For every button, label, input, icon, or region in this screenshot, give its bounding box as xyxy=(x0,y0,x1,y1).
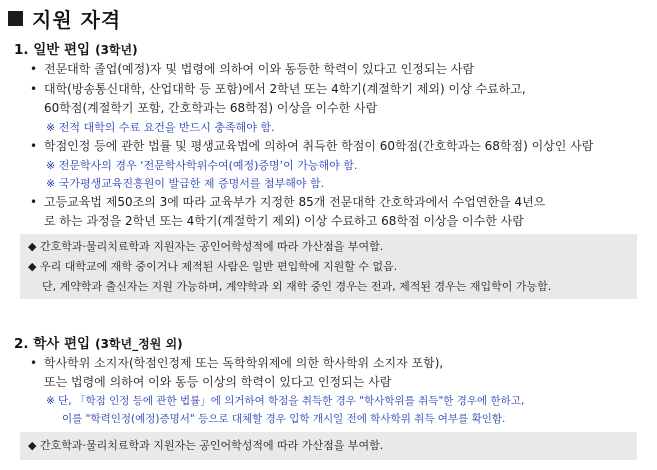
s2-bullet1-note1: ※ 단, 「학점 인정 등에 관한 법률」에 의거하여 학점을 취득한 경우 "학사학위를 취득"한 경우에 한하고, xyxy=(46,395,525,407)
s1-bullet3-note1: ※ 전문학사의 경우 ‘전문학사학위수여(예정)증명’이 가능해야 함. xyxy=(46,159,358,172)
s1-bullet4-line1: 고등교육법 제50조의 3에 따라 교육부가 지정한 85개 전문대학 간호학과에서 수업연한을 4년으 xyxy=(44,195,546,209)
section1-title xyxy=(14,38,138,58)
s2-box-line1: ◆ 간호학과·물리치료학과 지원자는 공인어학성적에 따라 가산점을 부여함. xyxy=(28,439,384,452)
section2-title xyxy=(14,332,183,352)
section1-title-paren: (3학년) xyxy=(95,43,138,57)
s1-bullet2-note1: ※ 전적 대학의 수료 요건을 반드시 충족해야 함. xyxy=(46,121,275,134)
s1-box-line3: 단, 계약학과 출신자는 지원 가능하며, 계약학과 외 재학 중인 경우는 전과, 제적된 경우는 재입학이 가능함. xyxy=(42,280,552,293)
s1-box-line2: ◆ 우리 대학교에 재학 중이거나 제적된 사람은 일반 편입학에 지원할 수 없음. xyxy=(28,260,398,273)
s2-bullet1-line1: 학사학위 소지자(학점인정제 또는 독학학위제에 의한 학사학위 소지자 포함), xyxy=(44,356,444,370)
s1-bullet2-line1: 대학(방송통신대학, 산업대학 등 포함)에서 2학년 또는 4학기(계절학기 제외) 이상 수료하고, xyxy=(44,82,526,96)
bullet-dot-icon: • xyxy=(30,195,38,209)
section2-note-box xyxy=(20,432,637,460)
s1-bullet3-note2: ※ 국가평생교육진흥원이 발급한 제 증명서를 첨부해야 함. xyxy=(46,177,325,190)
section1-note-box xyxy=(20,234,637,299)
s1-box-line1: ◆ 간호학과·물리치료학과 지원자는 공인어학성적에 따라 가산점을 부여함. xyxy=(28,240,384,253)
square-bullet-icon xyxy=(8,11,23,26)
s2-bullet1-note2: 이를 "학력인정(예정)증명서" 등으로 대체할 경우 입학 개시일 전에 학사학위 취득 여부를 확인함. xyxy=(62,413,506,425)
section2-title-text: 2. 학사 편입 xyxy=(14,336,91,352)
s2-bullet1-line2: 또는 법령에 의하여 이와 동등 이상의 학력이 있다고 인정되는 사람 xyxy=(44,375,392,389)
bullet-dot-icon: • xyxy=(30,82,38,96)
bullet-dot-icon: • xyxy=(30,139,38,153)
s1-bullet2-line2: 60학점(계절학기 포함, 간호학과는 68학점) 이상을 이수한 사람 xyxy=(44,101,378,115)
s1-bullet1-line1: 전문대학 졸업(예정)자 및 법령에 의하여 이와 동등한 학력이 있다고 인정되는 사람 xyxy=(44,62,475,76)
section1-title-text: 1. 일반 편입 xyxy=(14,42,91,58)
bullet-dot-icon: • xyxy=(30,62,38,76)
s1-bullet4-line2: 로 하는 과정을 2학년 또는 4학기(계절학기 제외) 이상 수료하고 68학점 이상을 이수한 사람 xyxy=(44,214,524,228)
page-heading xyxy=(8,4,121,33)
page-title: 지원 자격 xyxy=(32,8,122,32)
s1-bullet3-line1: 학점인정 등에 관한 법률 및 평생교육법에 의하여 취득한 학점이 60학점(간호학과는 68학점) 이상인 사람 xyxy=(44,139,594,153)
section2-title-paren: (3학년_정원 외) xyxy=(95,337,183,351)
bullet-dot-icon: • xyxy=(30,356,38,370)
